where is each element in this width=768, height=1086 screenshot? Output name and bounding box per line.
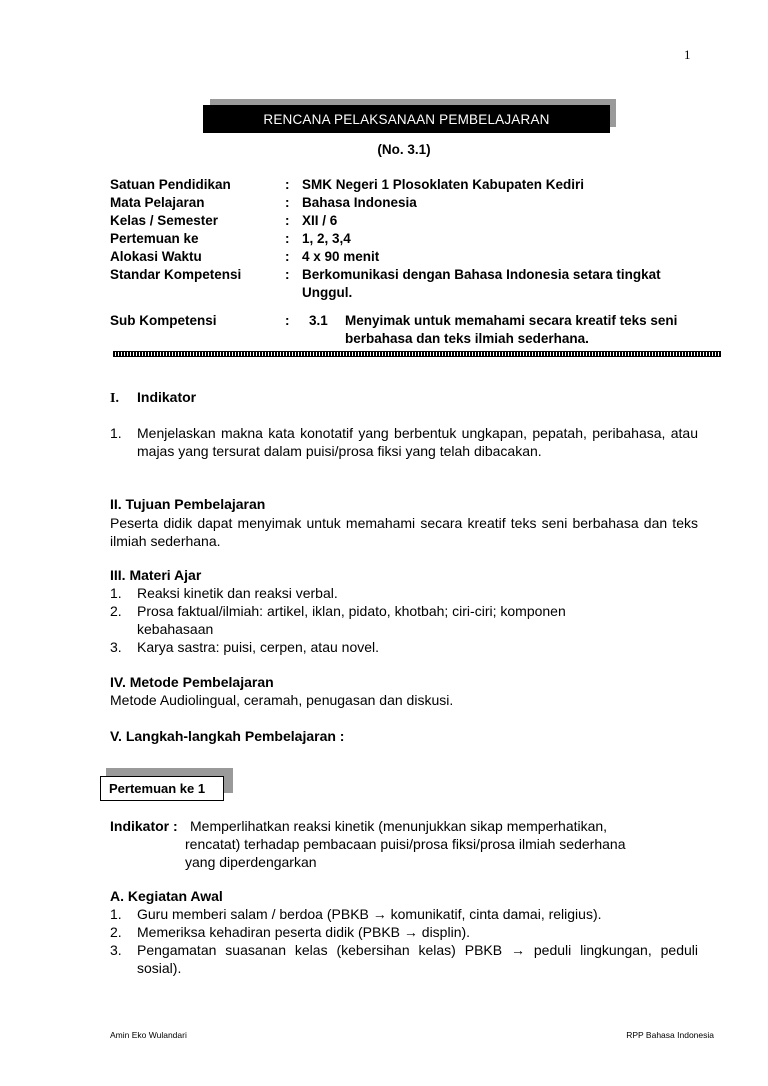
list-text: Menjelaskan makna kata konotatif yang berbentuk ungkapan, pepatah, peribahasa, atau majas yang tersurat dalam puisi/prosa fiksi yang telah dibacakan. [137, 425, 698, 459]
meta-row [110, 176, 710, 194]
indikator-line: Memperlihatkan reaksi kinetik (menunjukkan sikap memperhatikan, [190, 818, 608, 834]
section-heading: II. Tujuan Pembelajaran [110, 496, 266, 512]
metadata-table [110, 176, 710, 348]
section-heading [110, 388, 698, 408]
list-text: Guru memberi salam / berdoa (PBKB → komunikatif, cinta damai, religius). [137, 906, 602, 922]
meta-label: Sub Kompetensi [110, 313, 217, 328]
meta-label: Kelas / Semester [110, 213, 219, 228]
section-divider [113, 351, 721, 357]
list-number: 3. [110, 942, 122, 958]
sub-kompetensi-number: 3.1 [309, 313, 328, 328]
list-number: 3. [110, 639, 122, 655]
meta-row [110, 212, 710, 230]
paragraph: Peserta didik dapat menyimak untuk memahami secara kreatif teks seni berbahasa dan teks ilmiah sederhana. [110, 515, 698, 549]
meta-label: Satuan Pendidikan [110, 177, 231, 192]
pertemuan-label: Pertemuan ke 1 [100, 776, 224, 801]
list-item [110, 941, 698, 977]
meta-row [110, 230, 710, 248]
meta-value: Berkomunikasi dengan Bahasa Indonesia setara tingkat Unggul. [302, 267, 661, 300]
meta-value: Bahasa Indonesia [302, 195, 417, 210]
meta-label: Mata Pelajaran [110, 195, 205, 210]
meta-row [110, 266, 710, 302]
section-langkah [110, 727, 698, 745]
meta-row [110, 194, 710, 212]
list-number: 1. [110, 906, 122, 922]
meta-row-sub-kompetensi [110, 312, 710, 348]
list-item [110, 424, 698, 460]
list-text: Reaksi kinetik dan reaksi verbal. [137, 585, 338, 601]
document-number: (No. 3.1) [377, 142, 431, 157]
paragraph: Metode Audiolingual, ceramah, penugasan dan diskusi. [110, 692, 454, 708]
section-heading: V. Langkah-langkah Pembelajaran : [110, 728, 345, 744]
section-metode [110, 673, 698, 709]
list-item [110, 905, 698, 923]
meta-label: Pertemuan ke [110, 231, 199, 246]
section-kegiatan-awal [110, 887, 698, 977]
meta-colon: : [285, 313, 290, 328]
indikator-line: yang diperdengarkan [185, 854, 317, 870]
indikator-list [110, 424, 698, 460]
meta-colon: : [285, 249, 290, 264]
list-item [110, 638, 698, 656]
meta-value: 4 x 90 menit [302, 249, 380, 264]
list-text: Memeriksa kehadiran peserta didik (PBKB → displin). [137, 924, 471, 940]
meta-row [110, 248, 710, 266]
list-number: 2. [110, 924, 122, 940]
section-materi [110, 566, 698, 656]
meta-value: XII / 6 [302, 213, 338, 228]
meta-colon: : [285, 195, 290, 210]
list-item [110, 602, 698, 638]
meta-colon: : [285, 177, 290, 192]
footer-author: Amin Eko Wulandari [110, 1030, 187, 1040]
section-heading: III. Materi Ajar [110, 567, 202, 583]
list-item [110, 584, 698, 602]
meta-label: Alokasi Waktu [110, 249, 202, 264]
indikator-line: rencatat) terhadap pembacaan puisi/prosa fiksi/prosa ilmiah sederhana [185, 836, 626, 852]
section-indikator [110, 388, 698, 408]
list-number: 1. [110, 585, 122, 601]
indikator-text [185, 817, 698, 871]
sub-kompetensi-text: Menyimak untuk memahami secara kreatif teks seni berbahasa dan teks ilmiah sederhana. [345, 313, 678, 346]
meta-label: Standar Kompetensi [110, 267, 242, 282]
list-text: Pengamatan suasanan kelas (kebersihan kelas) PBKB → peduli lingkungan, peduli sosial). [137, 942, 698, 976]
meta-value: SMK Negeri 1 Plosoklaten Kabupaten Kediri [302, 177, 585, 192]
roman-numeral: I. [110, 391, 119, 406]
section-heading: IV. Metode Pembelajaran [110, 674, 274, 690]
heading-text: Indikator [137, 389, 197, 405]
meta-colon: : [285, 267, 290, 282]
section-tujuan [110, 495, 698, 550]
meta-colon: : [285, 213, 290, 228]
indikator-row [110, 817, 698, 871]
meta-value: 1, 2, 3,4 [302, 231, 351, 246]
list-number: 2. [110, 603, 122, 619]
list-item [110, 923, 698, 941]
list-text: Karya sastra: puisi, cerpen, atau novel. [137, 639, 380, 655]
section-heading: A. Kegiatan Awal [110, 888, 223, 904]
list-text: Prosa faktual/ilmiah: artikel, iklan, pidato, khotbah; ciri-ciri; komponen kebahasaan [137, 603, 566, 637]
page-number: 1 [684, 47, 691, 62]
document-title: RENCANA PELAKSANAAN PEMBELAJARAN [203, 105, 610, 133]
meta-colon: : [285, 231, 290, 246]
meta-value [302, 312, 710, 348]
footer-title: RPP Bahasa Indonesia [626, 1030, 714, 1040]
list-number: 1. [110, 425, 122, 441]
pertemuan-indikator [110, 817, 698, 871]
indikator-label: Indikator : [110, 818, 178, 834]
